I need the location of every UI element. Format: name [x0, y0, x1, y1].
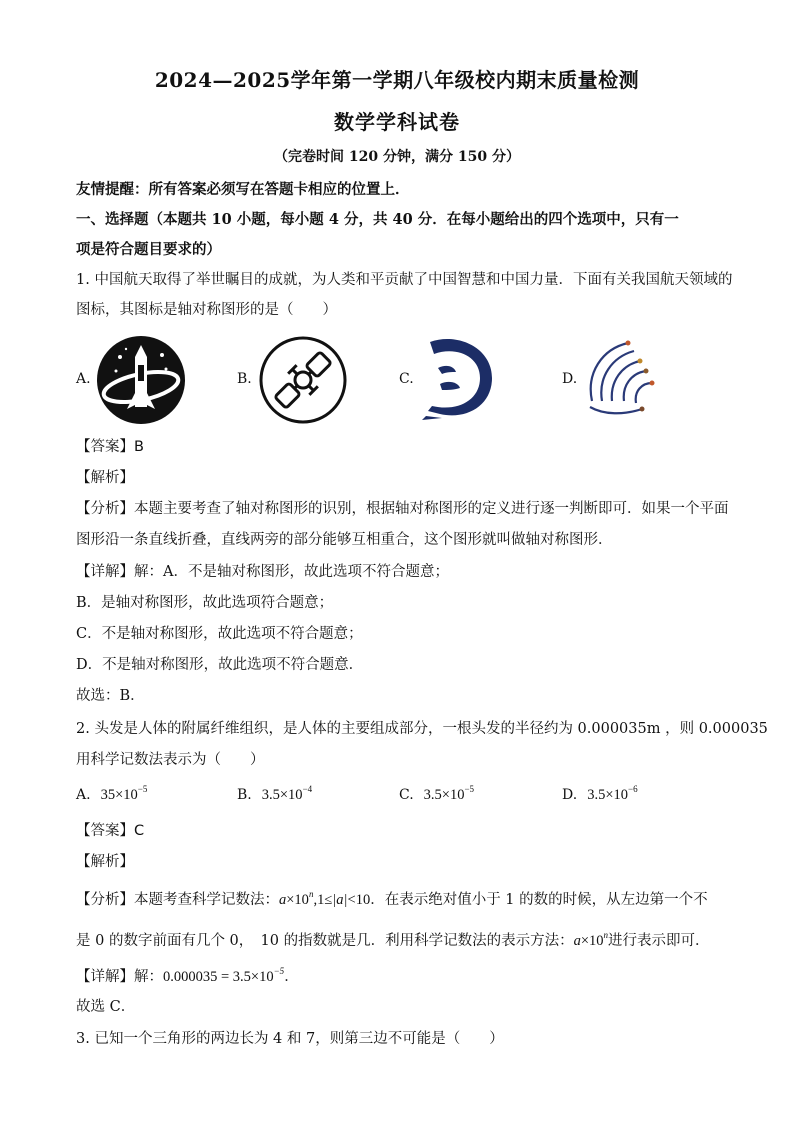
- math-exponent: n: [308, 889, 314, 899]
- choice-value: [587, 784, 638, 803]
- detail-tail: ．: [284, 969, 299, 985]
- exam-subject: 数学学科试卷: [334, 110, 460, 134]
- choice-value: [261, 784, 313, 803]
- q1-detail-line1: 【详解】解：A．不是轴对称图形，故此选项不符合题意；: [76, 564, 449, 580]
- q2-conclusion: 故选 C．: [76, 999, 136, 1015]
- q2-answer: 【答案】C: [76, 823, 145, 839]
- section-heading-line2: 项是符合题目要求的）: [76, 241, 221, 258]
- choice-base: 3.5×10: [261, 787, 303, 803]
- choice-label: C.: [399, 787, 414, 803]
- orbit-arcs-logo-icon: [580, 337, 660, 421]
- exam-title: 2024—2025学年第一学期八年级校内期末质量检测: [154, 68, 640, 92]
- q1-detail-line4: D．不是轴对称图形，故此选项不符合题意．: [76, 657, 364, 673]
- q1-analysis-head: 【解析】: [76, 470, 134, 486]
- choice-exponent: −4: [302, 784, 313, 794]
- question-1-line1: 1. 中国航天取得了举世瞩目的成就，为人类和平贡献了中国智慧和中国力量．下面有关我国航天领域的: [76, 272, 733, 288]
- question-2-line1: 2. 头发是人体的附属纤维组织，是人体的主要组成部分，一根头发的半径约为 0.000035m ，则 0.000035: [76, 721, 768, 737]
- math-var: a: [279, 892, 287, 908]
- math-exponent: −5: [273, 966, 285, 976]
- analysis-text: 是 0 的数字前面有几个 0， 10 的指数就是几．利用科学记数法的表示方法：: [76, 933, 574, 949]
- detail-head: 【详解】解：: [76, 969, 163, 985]
- q2-analysis-head: 【解析】: [76, 854, 134, 870]
- choice-base: 3.5×10: [423, 787, 465, 803]
- math-abs: |a|: [332, 892, 348, 908]
- math-text: ×10: [580, 933, 604, 949]
- q2-choice-b: [237, 784, 313, 804]
- math-text: ,1≤: [313, 892, 333, 908]
- math-exponent: n: [603, 930, 609, 940]
- blue-swirl-logo-icon: [418, 334, 494, 424]
- q1-answer: 【答案】B: [76, 439, 144, 455]
- q1-analysis-line2: 图形沿一条直线折叠，直线两旁的部分能够互相重合，这个图形就叫做轴对称图形．: [76, 532, 613, 548]
- question-3-line1: 3. 已知一个三角形的两边长为 4 和 7，则第三边不可能是（ ）: [76, 1031, 504, 1047]
- math-var: a: [573, 933, 581, 949]
- q2-analysis-line1: [76, 890, 708, 910]
- math-text: ×10: [286, 892, 309, 908]
- question-1-line2: 图标，其图标是轴对称图形的是（ ）: [76, 302, 337, 318]
- choice-base: 3.5×10: [587, 787, 628, 803]
- q2-choice-d: [562, 784, 638, 804]
- choice-label: A.: [76, 787, 91, 803]
- q1-analysis-line1: 【分析】本题主要考查了轴对称图形的识别，根据轴对称图形的定义进行逐一判断即可．如果一个平面: [76, 501, 729, 517]
- analysis-text: 进行表示即可．: [608, 933, 710, 949]
- analysis-text: ．在表示绝对值小于 1 的数的时候，从左边第一个不: [370, 892, 708, 908]
- satellite-logo-icon: [258, 335, 348, 429]
- choice-label: D.: [562, 787, 578, 803]
- exam-time-note: （完卷时间 120 分钟，满分 150 分）: [274, 149, 520, 165]
- choice-exponent: −5: [137, 784, 148, 794]
- q1-detail-line3: C．不是轴对称图形，故此选项不符合题意；: [76, 626, 363, 642]
- choice-exponent: −6: [628, 784, 638, 794]
- rocket-logo-icon: [96, 335, 186, 429]
- option-d-label: D.: [562, 371, 578, 387]
- reminder-text: 友情提醒：所有答案必须写在答题卡相应的位置上．: [76, 181, 410, 198]
- q2-detail: [76, 967, 299, 987]
- option-b-label: B.: [237, 371, 252, 387]
- choice-exponent: −5: [464, 784, 475, 794]
- q1-conclusion: 故选：B．: [76, 688, 145, 704]
- question-2-line2: 用科学记数法表示为（ ）: [76, 752, 265, 768]
- choice-base: 35×10: [100, 787, 138, 803]
- q1-detail-line2: B．是轴对称图形，故此选项符合题意；: [76, 595, 334, 611]
- option-a-label: A.: [76, 371, 91, 387]
- q2-choice-a: [76, 784, 148, 804]
- math-text: <10: [347, 892, 371, 908]
- option-c-label: C.: [399, 371, 414, 387]
- choice-value: [423, 784, 475, 803]
- section-heading-line1: 一、选择题（本题共 10 小题，每小题 4 分，共 40 分．在每小题给出的四个选项中，只有一: [76, 211, 679, 228]
- math-text: 0.000035 = 3.5×10: [163, 969, 274, 985]
- analysis-text: 【分析】本题考查科学记数法：: [76, 892, 279, 908]
- choice-value: [100, 784, 148, 803]
- choice-label: B.: [237, 787, 252, 803]
- q2-analysis-line2: [76, 931, 710, 951]
- q2-choice-c: [399, 784, 475, 804]
